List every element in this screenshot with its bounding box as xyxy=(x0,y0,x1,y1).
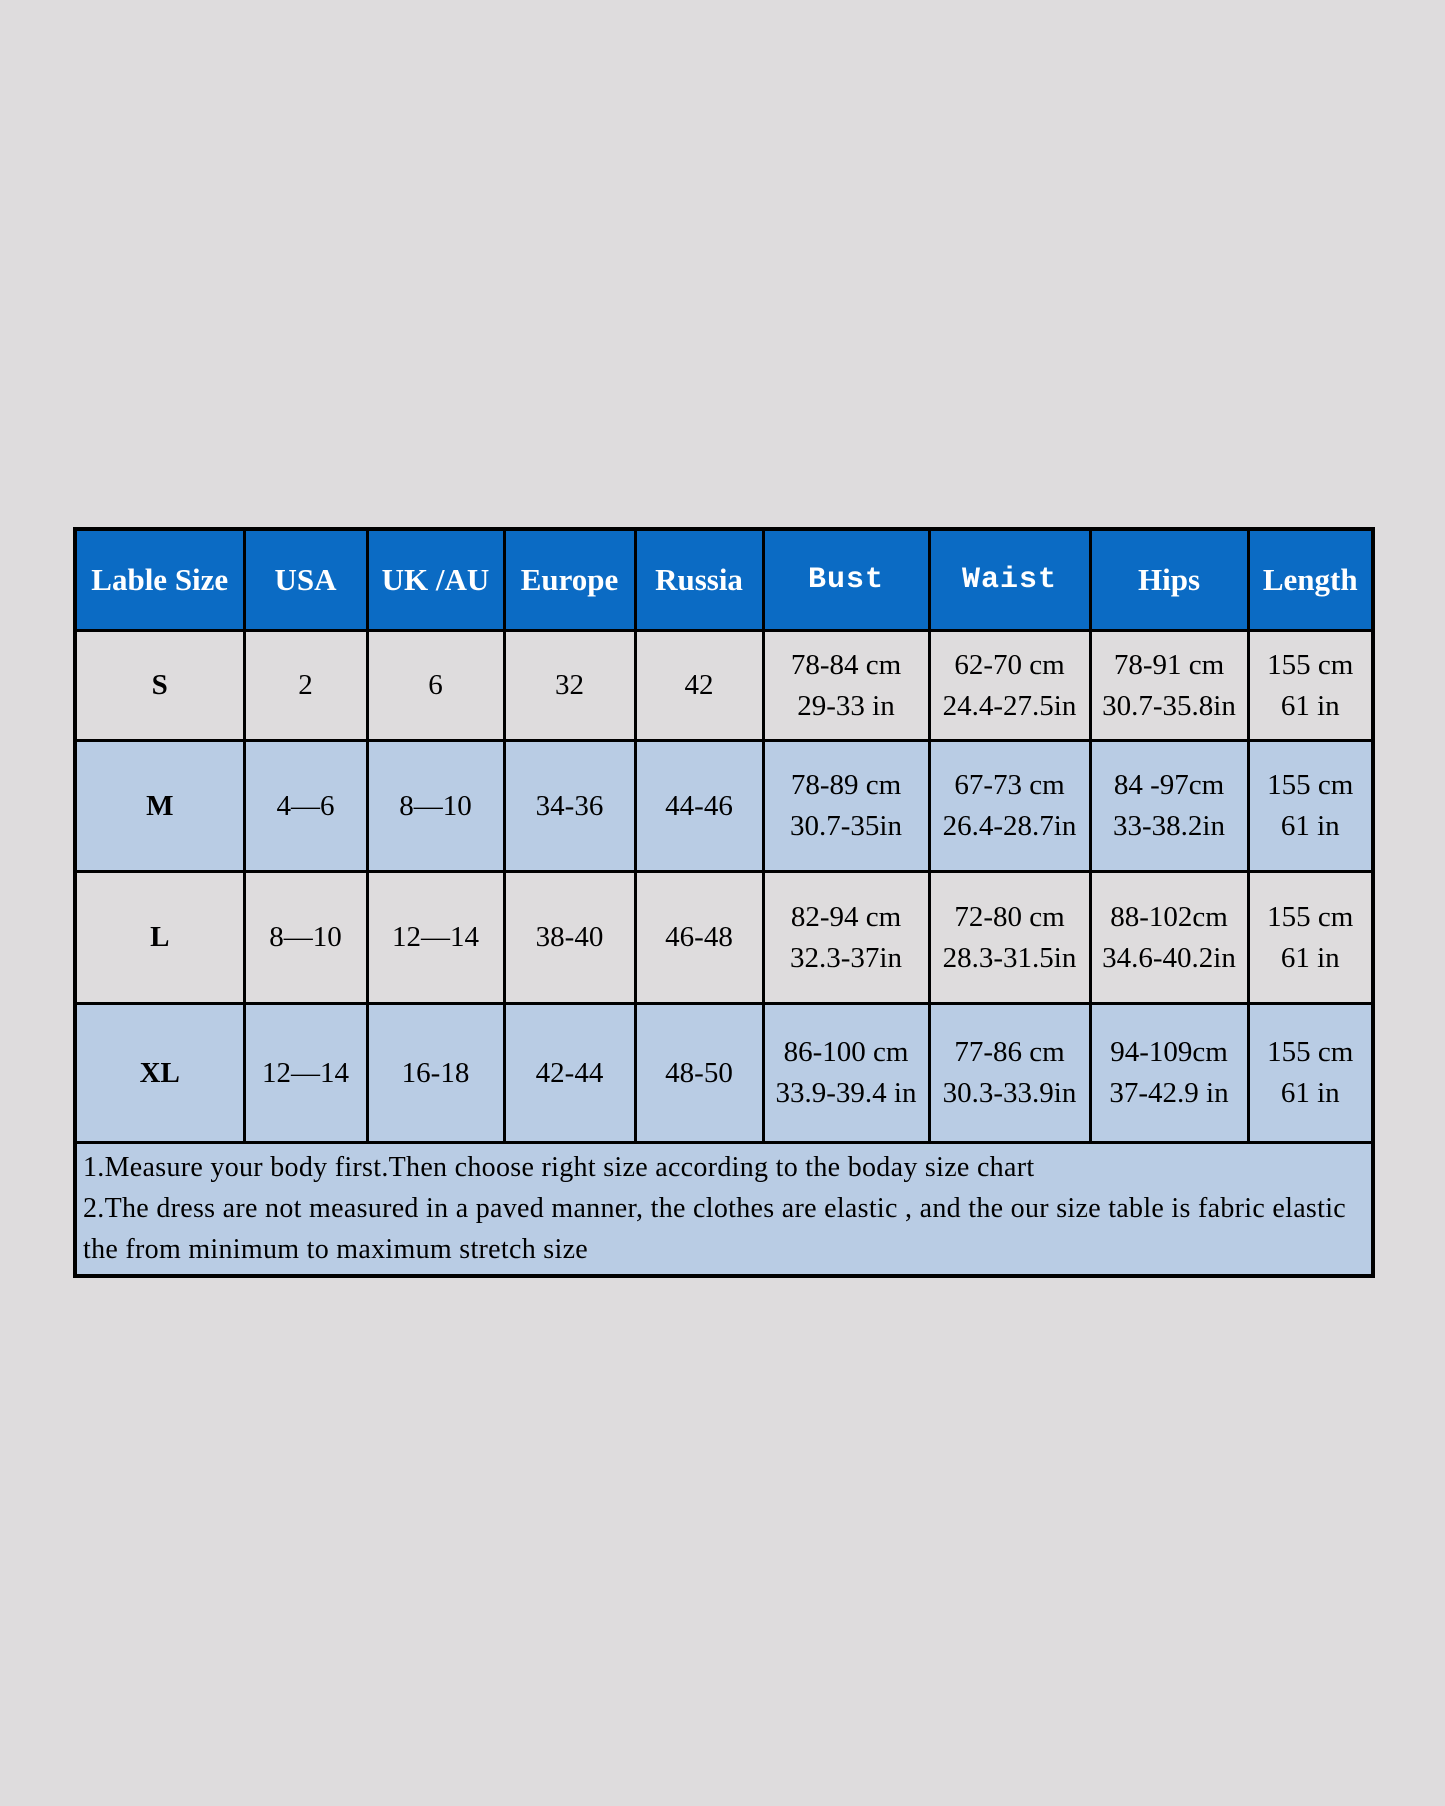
europe-cell: 34-36 xyxy=(504,741,635,872)
usa-cell: 12—14 xyxy=(244,1004,367,1143)
note-measure-first: 1.Measure your body first.Then choose right size according to the boday size chart xyxy=(83,1152,1035,1183)
table-row xyxy=(75,631,1373,741)
length-in: 61 in xyxy=(1280,810,1340,842)
bust-in: 32.3-37in xyxy=(790,941,902,974)
hips-in: 30.7-35.8in xyxy=(1102,689,1236,722)
bust-cm: 78-89 cm xyxy=(790,769,902,801)
waist-cm: 72-80 cm xyxy=(954,900,1065,933)
header-bust: Bust xyxy=(763,529,929,631)
header-uk-au: UK /AU xyxy=(367,529,504,631)
bust-in: 29-33 in xyxy=(797,689,895,722)
length-cell xyxy=(1248,872,1373,1004)
bust-cm: 82-94 cm xyxy=(790,900,902,933)
hips-cell xyxy=(1090,872,1248,1004)
header-waist: Waist xyxy=(929,529,1090,631)
length-in: 61 in xyxy=(1280,689,1340,722)
hips-in: 37-42.9 in xyxy=(1109,1077,1229,1109)
hips-cell xyxy=(1090,741,1248,872)
length-cell xyxy=(1248,741,1373,872)
bust-cell xyxy=(763,631,929,741)
length-in: 61 in xyxy=(1280,1077,1340,1109)
waist-in: 30.3-33.9in xyxy=(942,1077,1077,1109)
size-cell: L xyxy=(75,872,244,1004)
waist-in: 26.4-28.7in xyxy=(942,810,1077,842)
waist-in: 24.4-27.5in xyxy=(942,689,1077,722)
russia-cell: 46-48 xyxy=(635,872,763,1004)
waist-in: 28.3-31.5in xyxy=(942,941,1077,974)
bust-in: 33.9-39.4 in xyxy=(775,1077,917,1109)
russia-cell: 42 xyxy=(635,631,763,741)
usa-cell: 8—10 xyxy=(244,872,367,1004)
header-length: Length xyxy=(1248,529,1373,631)
hips-cm: 84 -97cm xyxy=(1113,769,1225,801)
waist-cell xyxy=(929,872,1090,1004)
header-label-size: Lable Size xyxy=(75,529,244,631)
bust-cell xyxy=(763,741,929,872)
russia-cell: 44-46 xyxy=(635,741,763,872)
waist-cm: 67-73 cm xyxy=(954,769,1065,801)
size-chart-table xyxy=(73,527,1375,1278)
hips-cm: 78-91 cm xyxy=(1113,648,1225,681)
waist-cell xyxy=(929,631,1090,741)
header-europe: Europe xyxy=(504,529,635,631)
bust-cell xyxy=(763,872,929,1004)
table-row xyxy=(75,1004,1373,1143)
uk-au-cell: 6 xyxy=(367,631,504,741)
table-row xyxy=(75,741,1373,872)
russia-cell: 48-50 xyxy=(635,1004,763,1143)
length-cm: 155 cm xyxy=(1267,769,1354,801)
bust-cm: 86-100 cm xyxy=(783,1036,909,1068)
length-cell xyxy=(1248,1004,1373,1143)
hips-cm: 94-109cm xyxy=(1110,1036,1228,1068)
header-usa: USA xyxy=(244,529,367,631)
europe-cell: 38-40 xyxy=(504,872,635,1004)
hips-cm: 88-102cm xyxy=(1110,900,1228,933)
note-elastic-fabric: 2.The dress are not measured in a paved manner, the clothes are elastic , and the our size table is fabric elastic the from minimum to maximum stretch size xyxy=(83,1193,1347,1265)
waist-cell xyxy=(929,741,1090,872)
length-in: 61 in xyxy=(1280,941,1340,974)
bust-cm: 78-84 cm xyxy=(790,648,902,681)
bust-cell xyxy=(763,1004,929,1143)
hips-cell xyxy=(1090,631,1248,741)
waist-cm: 62-70 cm xyxy=(954,648,1065,681)
size-cell: M xyxy=(75,741,244,872)
header-russia: Russia xyxy=(635,529,763,631)
hips-in: 34.6-40.2in xyxy=(1102,941,1236,974)
table-row xyxy=(75,872,1373,1004)
length-cm: 155 cm xyxy=(1267,900,1354,933)
hips-in: 33-38.2in xyxy=(1113,810,1225,842)
europe-cell: 32 xyxy=(504,631,635,741)
notes-cell xyxy=(75,1143,1373,1277)
header-hips: Hips xyxy=(1090,529,1248,631)
hips-cell xyxy=(1090,1004,1248,1143)
notes-row xyxy=(75,1143,1373,1277)
header-row xyxy=(75,529,1373,631)
size-cell: XL xyxy=(75,1004,244,1143)
uk-au-cell: 8—10 xyxy=(367,741,504,872)
bust-in: 30.7-35in xyxy=(790,810,902,842)
length-cm: 155 cm xyxy=(1267,1036,1354,1068)
size-cell: S xyxy=(75,631,244,741)
uk-au-cell: 12—14 xyxy=(367,872,504,1004)
length-cm: 155 cm xyxy=(1267,648,1354,681)
waist-cm: 77-86 cm xyxy=(954,1036,1065,1068)
length-cell xyxy=(1248,631,1373,741)
usa-cell: 4—6 xyxy=(244,741,367,872)
uk-au-cell: 16-18 xyxy=(367,1004,504,1143)
europe-cell: 42-44 xyxy=(504,1004,635,1143)
waist-cell xyxy=(929,1004,1090,1143)
usa-cell: 2 xyxy=(244,631,367,741)
